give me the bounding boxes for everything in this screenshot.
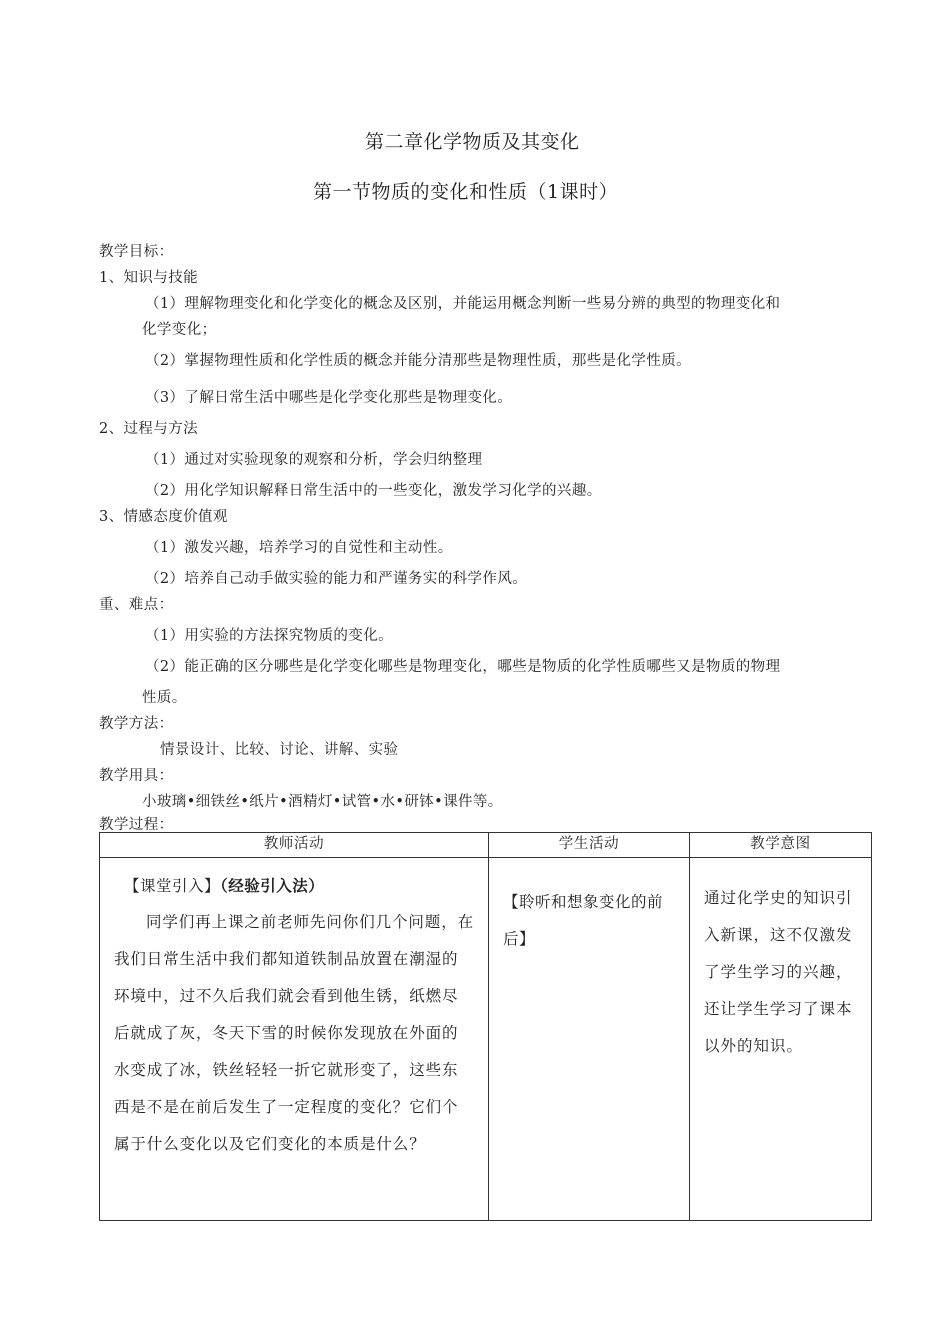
header-teaching-intent: 教学意图 <box>690 833 872 858</box>
objective-item: （1）激发兴趣，培养学习的自觉性和主动性。 <box>145 540 453 556</box>
intro-heading <box>124 874 488 896</box>
teaching-methods-text: 情景设计、比较、讨论、讲解、实验 <box>160 742 399 758</box>
student-activity-text: 【聆听和想象变化的前后】 <box>503 893 664 948</box>
teaching-intent-cell <box>690 858 872 1221</box>
objective-item-cont: 化学变化； <box>142 322 217 338</box>
student-activity-cell <box>489 858 690 1221</box>
teaching-intent-text: 通过化学史的知识引入新课，这不仅激发了学生学习的兴趣，还让学生学习了课本以外的知识。 <box>704 889 853 1055</box>
heading-attitude-values: 3、情感态度价值观 <box>99 509 228 525</box>
objective-item: （1）通过对实验现象的观察和分析，学会归纳整理 <box>145 452 483 468</box>
teaching-tools-text: 小玻璃•细铁丝•纸片•酒精灯•试管•水•研钵•课件等。 <box>142 794 503 810</box>
teaching-process-table <box>99 832 872 1221</box>
header-student-activity: 学生活动 <box>489 833 690 858</box>
heading-teaching-tools: 教学用具： <box>99 768 174 784</box>
document-title: 第二章化学物质及其变化 <box>365 131 580 153</box>
table-row <box>100 858 872 1221</box>
heading-knowledge-skills: 1、知识与技能 <box>99 270 199 286</box>
key-point-item: （2）能正确的区分哪些是化学变化哪些是物理变化，哪些是物质的化学性质哪些又是物质的物理 <box>145 659 781 675</box>
heading-key-points: 重、难点： <box>99 597 174 613</box>
objective-item: （2）掌握物理性质和化学性质的概念并能分清那些是物理性质，那些是化学性质。 <box>145 353 692 369</box>
header-teacher-activity: 教师活动 <box>100 833 489 858</box>
key-point-item: （1）用实验的方法探究物质的变化。 <box>145 628 394 644</box>
objective-item: （1）理解物理变化和化学变化的概念及区别，并能运用概念判断一些易分辨的典型的物理变化和 <box>145 296 781 312</box>
heading-objectives: 教学目标： <box>99 244 174 260</box>
key-point-item-cont: 性质。 <box>142 690 187 706</box>
heading-teaching-methods: 教学方法： <box>99 716 174 732</box>
objective-item: （2）培养自己动手做实验的能力和严谨务实的科学作风。 <box>145 571 528 587</box>
heading-process-method: 2、过程与方法 <box>99 421 199 437</box>
intro-tag: 【课堂引入】 <box>124 877 221 895</box>
objective-item: （2）用化学知识解释日常生活中的一些变化，激发学习化学的兴趣。 <box>145 483 602 499</box>
teacher-activity-cell <box>100 858 489 1221</box>
table-header-row <box>100 833 872 858</box>
intro-body-text: 同学们再上课之前老师先问你们几个问题，在我们日常生活中我们都知道铁制品放置在潮湿的环境中，过不久后我们就会看到他生锈，纸燃尽后就成了灰，冬天下雪的时候你发现放在外面的水变成了冰，铁丝轻轻一折它就形变了，这些东西是不是在前后发生了一定程度的变化？它们个属于什么变化以及它们变化的本质是什么？ <box>114 913 475 1153</box>
objective-item: （3）了解日常生活中哪些是化学变化那些是物理变化。 <box>145 390 513 406</box>
heading-teaching-process: 教学过程： <box>99 817 174 833</box>
document-subtitle: 第一节物质的变化和性质（1课时） <box>313 181 619 203</box>
intro-method: （经验引入法） <box>220 877 325 895</box>
